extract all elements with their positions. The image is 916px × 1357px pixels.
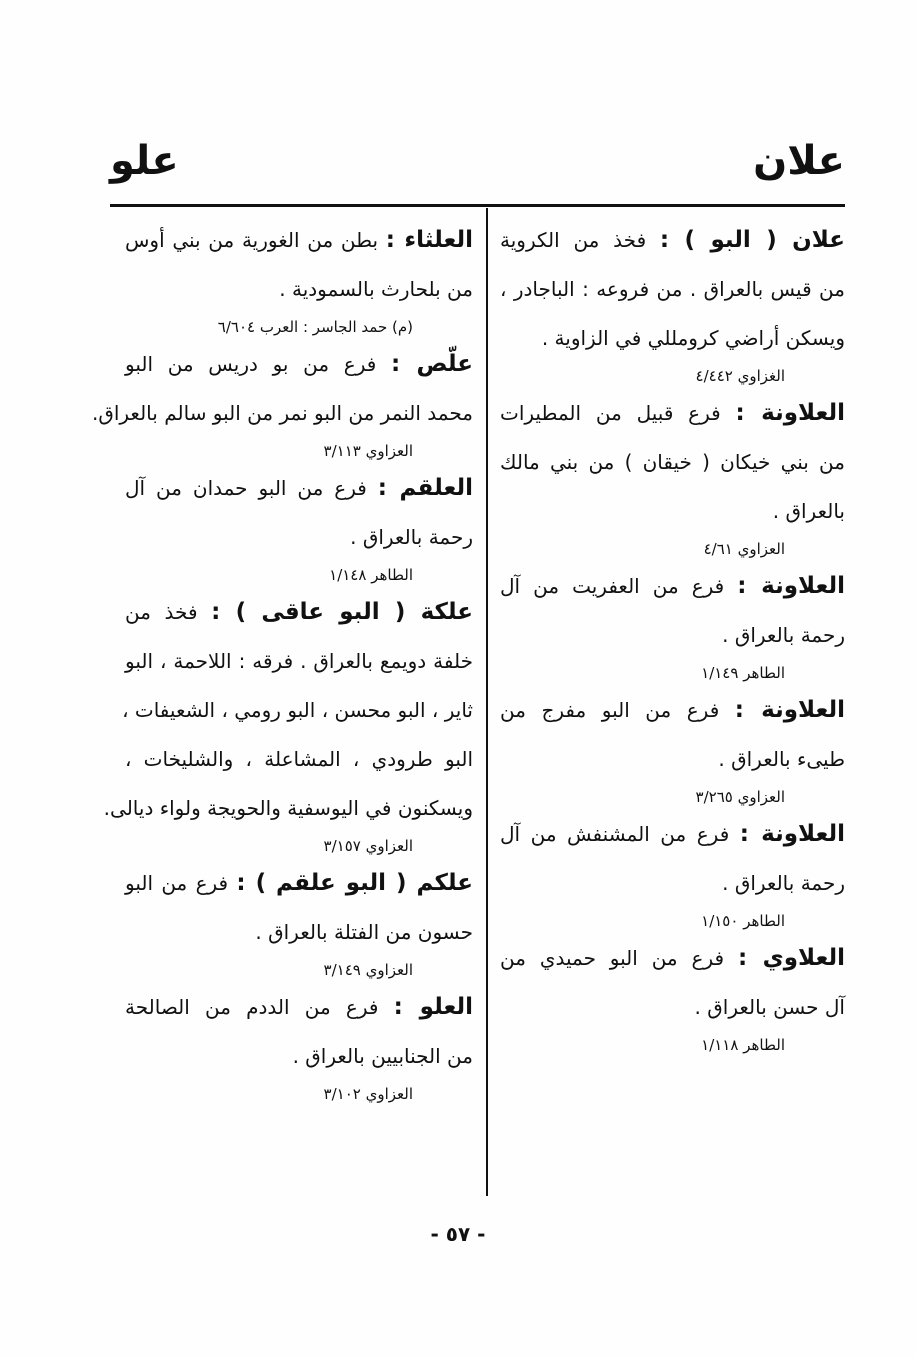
entry-text: بالعراق . [772,499,845,523]
entry-line [125,1032,473,1081]
entry-source: الطاهر ١/١٥٠ [701,912,785,930]
entry-text: من بلحارث بالسمودية . [279,277,473,301]
entry-headword: العلاونة : [739,821,845,847]
entry-text: فرع من بو دريس من البو [125,352,377,376]
entry-headword: علان ( البو ) : [659,227,845,253]
entry-source: الطاهر ١/١٤٨ [329,566,413,584]
entry-line [500,859,845,908]
entry [500,562,845,686]
entry-line [125,908,473,957]
entry-text: رحمة بالعراق . [350,525,473,549]
entry-line [500,389,845,438]
entry-source: العزاوي ٣/٢٦٥ [695,788,785,806]
entry-text: فرع من البو حمدان من آل [125,476,367,500]
entry-text: البو طرودي ، المشاعلة ، والشليخات ، [125,747,473,771]
entry-text: آل حسن بالعراق . [694,995,845,1019]
entry-text: فرع من البو حميدي من [500,946,725,970]
entry-text: فخذ من [125,600,198,624]
entry-line [125,265,473,314]
page-header [110,138,845,208]
entry [125,216,473,340]
entry-line [103,784,473,833]
entry-source: العزاوي ٣/١٠٢ [323,1085,413,1103]
right-column [500,216,845,1058]
entry-line [500,216,845,265]
entry-text: بطن من الغورية من بني أوس [125,228,379,252]
entry-line [125,216,473,265]
entry-line [500,983,845,1032]
entry-text: حسون من الفتلة بالعراق . [255,920,473,944]
entry-headword: العلقم : [377,475,474,501]
entry-text: ثاير ، البو محسن ، البو رومي ، الشعيفات ، [122,698,473,722]
entry-line [500,438,845,487]
entry-text: رحمة بالعراق . [722,871,845,895]
entry [500,389,845,562]
entry-headword: العلاونة : [737,573,845,599]
entry-text: رحمة بالعراق . [722,623,845,647]
entry [500,810,845,934]
entry-line [500,314,845,363]
entry-source: الغزاوي ٤/٤٤٢ [695,367,785,385]
entry-text: ويسكن أراضي كرومللي في الزاوية . [541,326,845,350]
entry-text: محمد النمر من البو نمر من البو سالم بالعراق. [91,401,473,425]
entry-headword: علّص : [391,351,473,377]
entry-line [500,934,845,983]
entry [125,859,473,983]
entry-line [91,389,473,438]
entry-text: من الجنابيين بالعراق . [292,1044,473,1068]
entry-headword: العلاونة : [734,697,845,723]
entry [500,216,845,389]
entry-text: فرع من المشنفش من آل [500,822,730,846]
header-right-title: علان [753,138,845,184]
entry [125,983,473,1107]
entry-line [500,265,845,314]
entry-line [125,513,473,562]
entry-source: العزاوي ٣/١٥٧ [323,837,413,855]
entry-headword: العلاوي : [737,945,846,971]
entry-line [500,686,845,735]
entry-text: ويسكنون في اليوسفية والحويجة ولواء ديالى. [103,796,473,820]
entry-line [500,810,845,859]
entry-line [500,611,845,660]
column-divider [486,208,488,1196]
entry-text: فرع من البو مفرج من [500,698,720,722]
entry [500,686,845,810]
entry [91,340,473,464]
entry-text: فرع قبيل من المطيرات [500,401,721,425]
entry-text: فرع من العفريت من آل [500,574,725,598]
entry-headword: علكة ( البو عاقى ) : [211,599,474,625]
entry-source: الطاهر ١/١١٨ [701,1036,785,1054]
entry-line [122,686,473,735]
entry-source: العزاوي ٤/٦١ [703,540,785,558]
entry-line [500,735,845,784]
entry [125,464,473,588]
entry-text: فرع من البو [125,871,229,895]
entry-line [125,464,473,513]
entry-text: طيىء بالعراق . [718,747,845,771]
entry-text: من بني خيكان ( خيقان ) من بني مالك [500,450,845,474]
entry-source: العزاوي ٣/١١٣ [323,442,413,460]
entry-headword: العلثاء : [385,227,473,253]
entry-headword: العلو : [393,994,473,1020]
entry-text: فرع من الددم من الصالحة [125,995,379,1019]
entry-line [125,735,473,784]
entry-source: الطاهر ١/١٤٩ [701,664,785,682]
page-number: - ٥٧ - [430,1222,486,1246]
entry [103,588,474,859]
entry-headword: علكم ( البو علقم ) : [236,870,473,896]
left-column [91,216,474,1107]
entry-line [125,637,473,686]
entry-line [500,487,845,536]
entry-headword: العلاونة : [735,400,845,426]
entry-line [125,588,473,637]
entry [500,934,845,1058]
header-left-title: علو [110,138,179,184]
entry-text: فخذ من الكروية [500,228,647,252]
entry-text: من قيس بالعراق . من فروعه : الباجادر ، [500,277,845,301]
entry-source: (م) حمد الجاسر : العرب ٦/٦٠٤ [217,318,413,336]
entry-line [125,859,473,908]
header-rule [110,204,845,207]
entry-line [125,340,473,389]
entry-line [500,562,845,611]
entry-text: خلفة دويمع بالعراق . فرقه : اللاحمة ، البو [125,649,473,673]
entry-line [125,983,473,1032]
entry-source: العزاوي ٣/١٤٩ [323,961,413,979]
